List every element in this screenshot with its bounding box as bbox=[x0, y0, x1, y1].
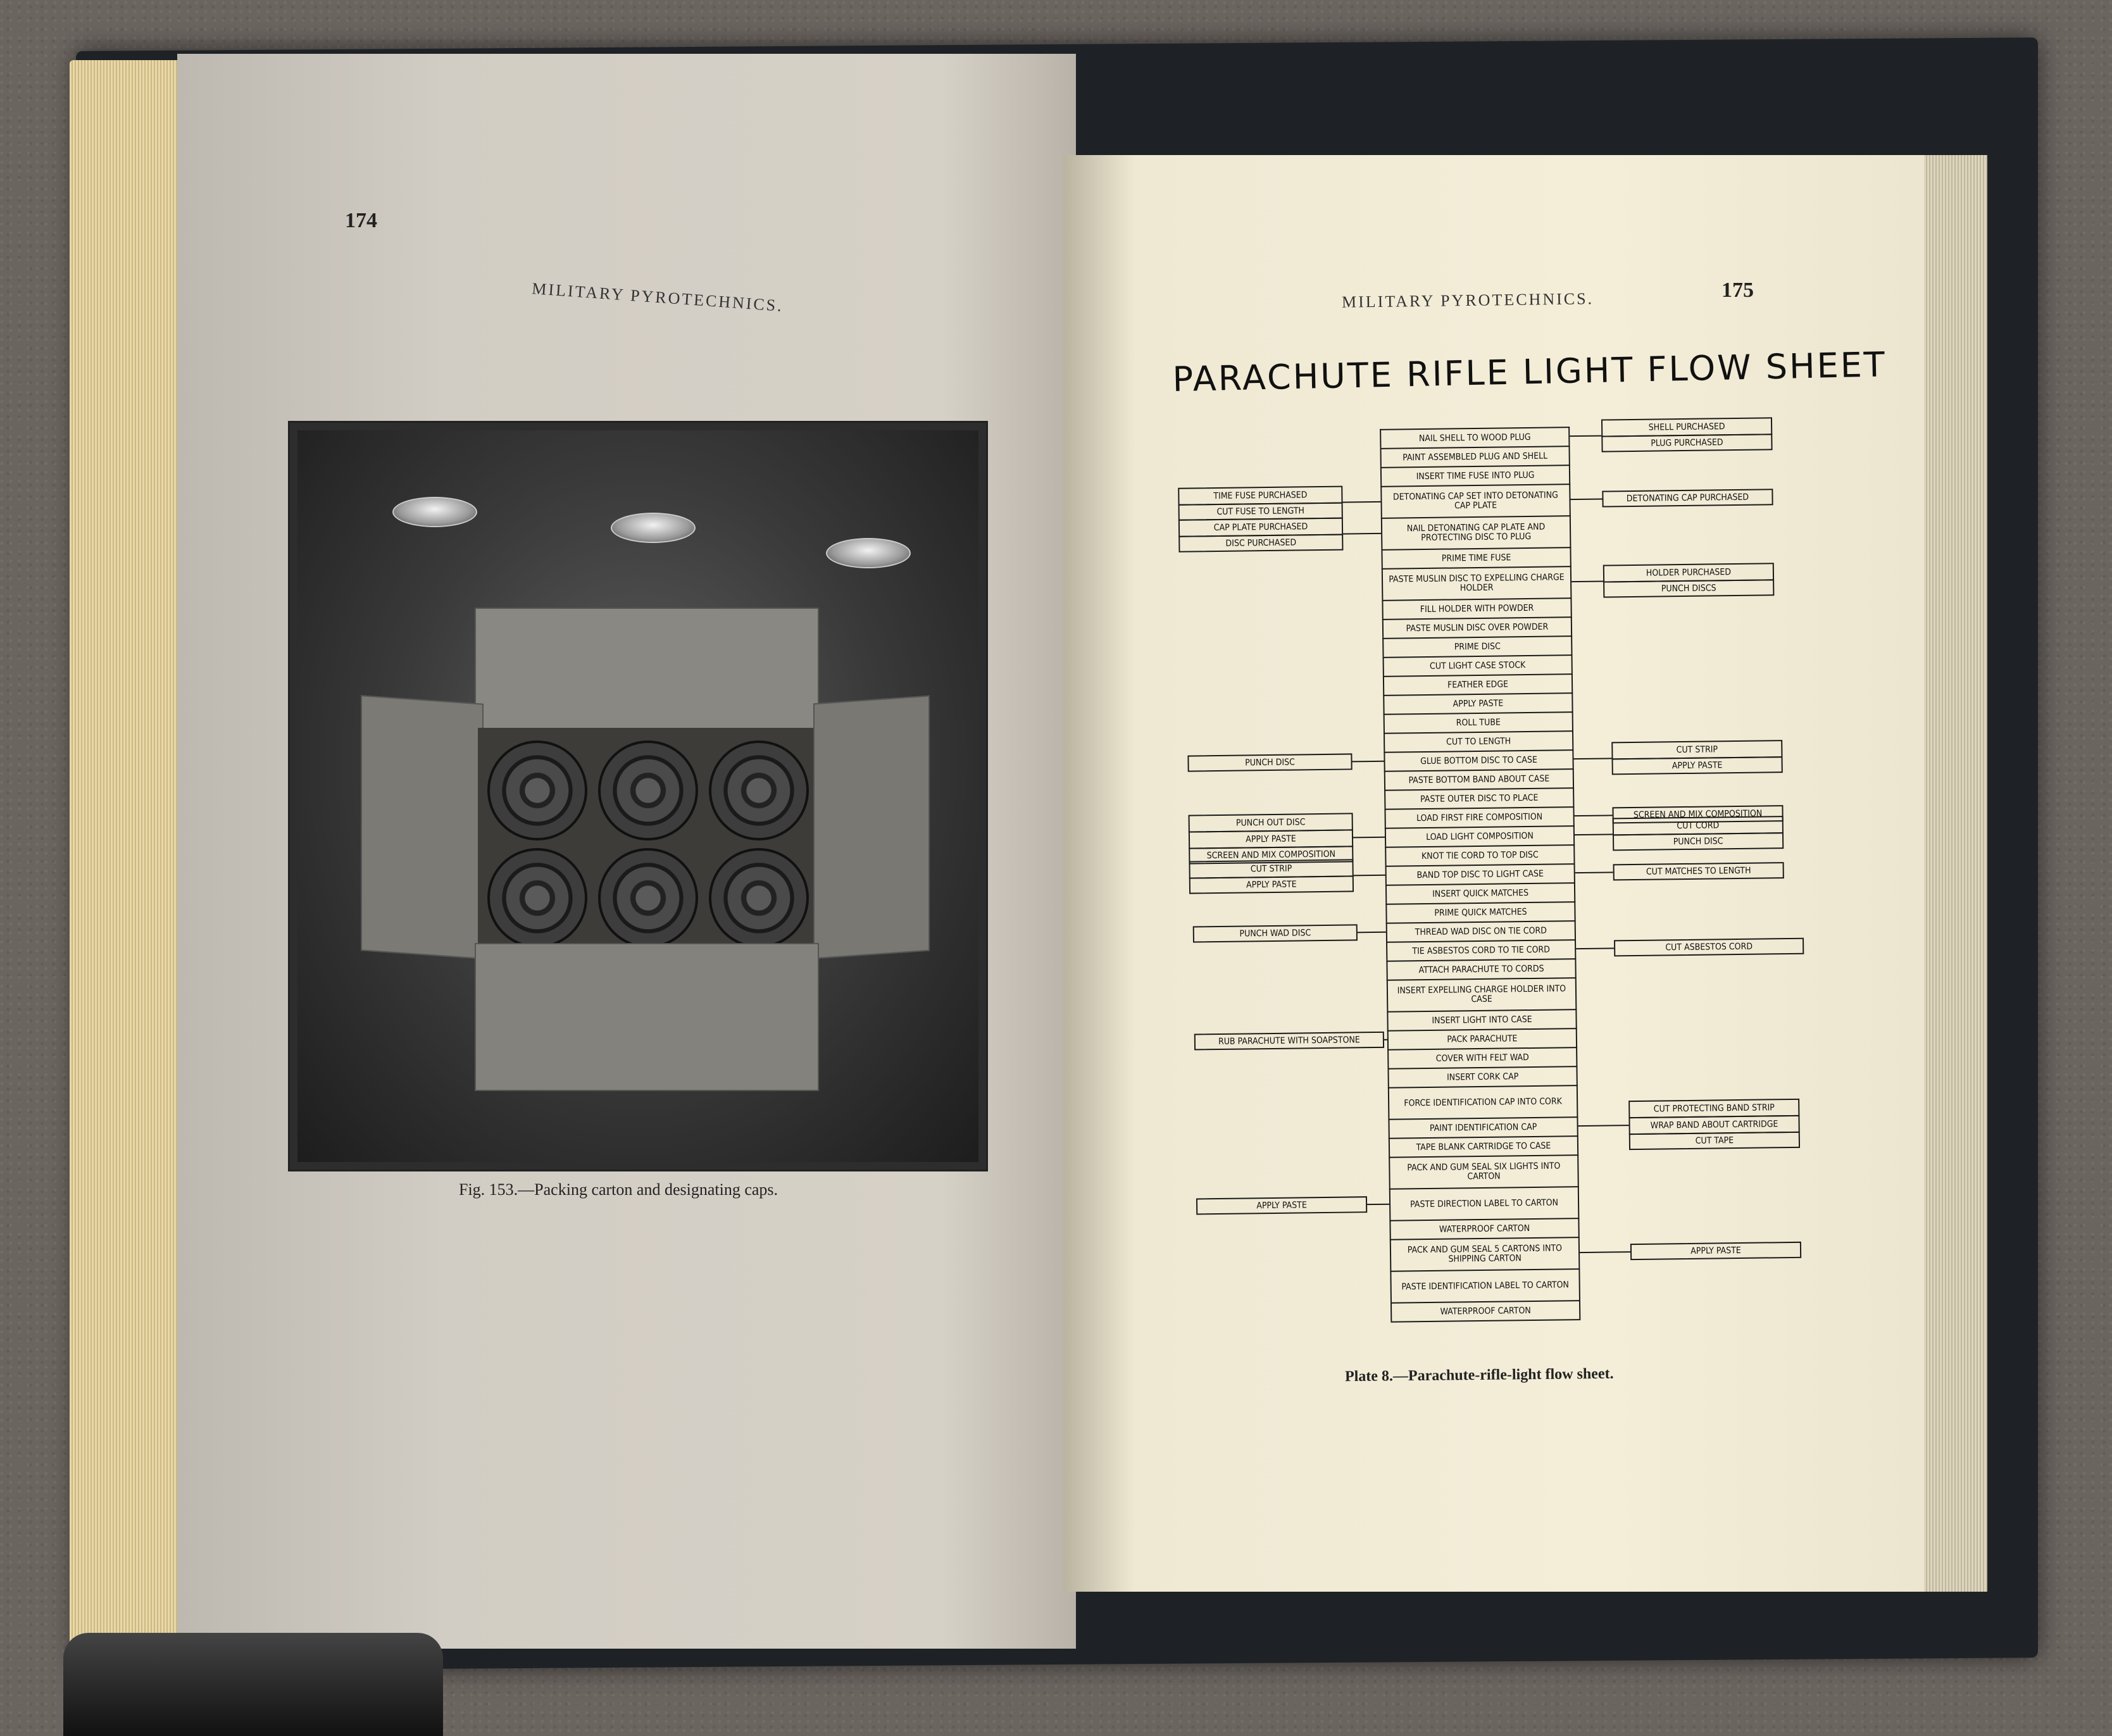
main-step-box: WATERPROOF CARTON bbox=[1390, 1300, 1580, 1321]
input-step-box-left: PUNCH WAD DISC bbox=[1193, 924, 1358, 942]
main-step-box: INSERT CORK CAP bbox=[1387, 1066, 1577, 1087]
connector-line bbox=[1575, 872, 1613, 873]
main-step-box: INSERT QUICK MATCHES bbox=[1385, 882, 1575, 904]
plate-caption: Plate 8.—Parachute-rifle-light flow sheet. bbox=[1344, 1365, 1614, 1385]
input-step-box-right: CUT ASBESTOS CORD bbox=[1614, 938, 1804, 957]
flow-sheet bbox=[1165, 416, 1821, 1361]
main-step-box: TIE ASBESTOS CORD TO TIE CORD bbox=[1386, 939, 1576, 961]
main-step-box: PRIME DISC bbox=[1382, 635, 1572, 657]
main-step-box: LOAD FIRST FIRE COMPOSITION bbox=[1384, 806, 1574, 828]
input-step-box-right: CUT TAPE bbox=[1629, 1132, 1800, 1150]
right-running-head: MILITARY PYROTECHNICS. bbox=[1341, 289, 1594, 311]
main-step-box: PASTE DIRECTION LABEL TO CARTON bbox=[1389, 1186, 1580, 1220]
main-step-box: INSERT EXPELLING CHARGE HOLDER INTO CASE bbox=[1387, 977, 1577, 1011]
main-step-box: FORCE IDENTIFICATION CAP INTO CORK bbox=[1388, 1085, 1578, 1119]
main-step-box: BAND TOP DISC TO LIGHT CASE bbox=[1385, 863, 1575, 885]
designating-cap bbox=[392, 497, 477, 527]
left-page-number: 174 bbox=[345, 209, 377, 232]
connector-line bbox=[1576, 948, 1614, 949]
input-step-box-left: RUB PARACHUTE WITH SOAPSTONE bbox=[1194, 1032, 1384, 1051]
connector-line bbox=[1354, 875, 1385, 876]
input-step-box-left: PUNCH OUT DISC bbox=[1189, 813, 1353, 832]
main-step-box: PACK AND GUM SEAL 5 CARTONS INTO SHIPPING CARTON bbox=[1390, 1237, 1580, 1271]
main-step-box: INSERT LIGHT INTO CASE bbox=[1387, 1009, 1577, 1030]
input-step-box-right: PLUG PURCHASED bbox=[1601, 434, 1772, 452]
light-can bbox=[598, 848, 698, 948]
input-step-box-left: SCREEN AND MIX COMPOSITION bbox=[1189, 846, 1353, 864]
connector-line bbox=[1570, 436, 1601, 437]
main-step-box: PRIME QUICK MATCHES bbox=[1385, 901, 1575, 923]
light-can bbox=[709, 740, 809, 840]
carton-front bbox=[475, 943, 819, 1091]
input-step-box-left: CAP PLATE PURCHASED bbox=[1178, 518, 1343, 537]
main-step-box: NAIL SHELL TO WOOD PLUG bbox=[1380, 427, 1570, 448]
input-step-box-right: CUT STRIP bbox=[1611, 740, 1782, 759]
shoe bbox=[63, 1633, 443, 1736]
connector-line bbox=[1343, 502, 1381, 503]
main-step-box: LOAD LIGHT COMPOSITION bbox=[1385, 825, 1575, 847]
light-can bbox=[709, 848, 809, 948]
input-step-box-left: PUNCH DISC bbox=[1187, 753, 1352, 771]
main-step-box: PACK PARACHUTE bbox=[1387, 1028, 1577, 1049]
input-step-box-right: CUT PROTECTING BAND STRIP bbox=[1628, 1099, 1799, 1118]
main-step-box: PASTE MUSLIN DISC TO EXPELLING CHARGE HOLDER bbox=[1382, 566, 1572, 600]
input-step-box-left: CUT FUSE TO LENGTH bbox=[1178, 503, 1343, 521]
flow-sheet-title: PARACHUTE RIFLE LIGHT FLOW SHEET bbox=[1172, 344, 1887, 399]
main-step-box: PASTE IDENTIFICATION LABEL TO CARTON bbox=[1390, 1268, 1580, 1302]
light-can bbox=[487, 848, 587, 948]
main-step-box: KNOT TIE CORD TO TOP DISC bbox=[1385, 844, 1575, 866]
input-step-box-right: CUT MATCHES TO LENGTH bbox=[1613, 862, 1784, 880]
main-step-box: COVER WITH FELT WAD bbox=[1387, 1047, 1577, 1068]
main-step-box: NAIL DETONATING CAP PLATE AND PROTECTING DISC TO PLUG bbox=[1381, 515, 1572, 549]
input-step-box-right: SCREEN AND MIX COMPOSITION bbox=[1612, 805, 1783, 823]
input-step-box-right: HOLDER PURCHASED bbox=[1603, 563, 1774, 582]
main-step-box: DETONATING CAP SET INTO DETONATING CAP PLATE bbox=[1380, 484, 1571, 518]
input-step-box-right: DETONATING CAP PURCHASED bbox=[1602, 489, 1773, 507]
page-edges-left bbox=[70, 60, 190, 1661]
figure-photo bbox=[288, 421, 988, 1171]
input-step-box-right: PUNCH DISCS bbox=[1603, 579, 1774, 597]
carton-flap-right bbox=[813, 696, 930, 959]
input-step-box-right: PUNCH DISC bbox=[1613, 832, 1784, 851]
input-step-box-left: CUT STRIP bbox=[1189, 859, 1353, 878]
main-step-box: ROLL TUBE bbox=[1384, 711, 1573, 733]
right-page-number: 175 bbox=[1721, 278, 1754, 302]
main-step-box: ATTACH PARACHUTE TO CORDS bbox=[1386, 958, 1576, 980]
input-step-box-right: SHELL PURCHASED bbox=[1601, 417, 1772, 437]
connector-line bbox=[1571, 499, 1603, 500]
main-step-box: PASTE BOTTOM BAND ABOUT CASE bbox=[1384, 768, 1574, 790]
main-step-box: INSERT TIME FUSE INTO PLUG bbox=[1380, 465, 1570, 486]
main-step-box: FEATHER EDGE bbox=[1383, 673, 1573, 695]
connector-line bbox=[1575, 815, 1613, 816]
input-step-box-left: TIME FUSE PURCHASED bbox=[1178, 486, 1342, 506]
connector-line bbox=[1575, 834, 1613, 835]
input-step-box-right: CUT CORD bbox=[1613, 816, 1784, 835]
input-step-box-right: APPLY PASTE bbox=[1630, 1242, 1801, 1260]
input-step-box-right: WRAP BAND ABOUT CARTRIDGE bbox=[1628, 1115, 1799, 1135]
main-step-box: PASTE MUSLIN DISC OVER POWDER bbox=[1382, 616, 1572, 638]
main-step-box: THREAD WAD DISC ON TIE CORD bbox=[1386, 920, 1576, 942]
input-step-box-left: APPLY PASTE bbox=[1189, 829, 1353, 849]
main-step-box: PACK AND GUM SEAL SIX LIGHTS INTO CARTON bbox=[1389, 1154, 1579, 1189]
figure-caption: Fig. 153.—Packing carton and designating caps. bbox=[459, 1180, 778, 1199]
input-step-box-left: APPLY PASTE bbox=[1189, 875, 1354, 894]
main-step-box: PRIME TIME FUSE bbox=[1381, 547, 1571, 568]
connector-line bbox=[1574, 758, 1612, 759]
light-can bbox=[487, 740, 587, 840]
connector-line bbox=[1578, 1125, 1629, 1126]
carton-flap-left bbox=[361, 695, 484, 959]
main-step-box: CUT LIGHT CASE STOCK bbox=[1383, 654, 1573, 676]
main-step-box: PAINT ASSEMBLED PLUG AND SHELL bbox=[1380, 446, 1570, 467]
main-step-box: WATERPROOF CARTON bbox=[1389, 1218, 1579, 1239]
main-step-box: APPLY PASTE bbox=[1383, 692, 1573, 714]
light-can bbox=[598, 740, 698, 840]
page-edges-right bbox=[1924, 155, 1987, 1592]
main-step-box: FILL HOLDER WITH POWDER bbox=[1382, 597, 1572, 619]
main-step-box: TAPE BLANK CARTRIDGE TO CASE bbox=[1389, 1135, 1578, 1157]
main-step-box: GLUE BOTTOM DISC TO CASE bbox=[1384, 749, 1573, 771]
main-step-box: CUT TO LENGTH bbox=[1384, 730, 1573, 752]
connector-line bbox=[1358, 932, 1386, 933]
input-step-box-right: APPLY PASTE bbox=[1612, 756, 1783, 775]
left-running-head: MILITARY PYROTECHNICS. bbox=[531, 279, 784, 315]
main-step-box: PAINT IDENTIFICATION CAP bbox=[1388, 1116, 1578, 1138]
designating-cap bbox=[611, 513, 696, 543]
connector-line bbox=[1353, 837, 1385, 838]
input-step-box-left: APPLY PASTE bbox=[1196, 1196, 1367, 1215]
connector-line bbox=[1353, 761, 1384, 762]
designating-cap bbox=[826, 538, 911, 568]
input-step-box-left: DISC PURCHASED bbox=[1178, 534, 1343, 553]
main-step-box: PASTE OUTER DISC TO PLACE bbox=[1384, 787, 1574, 809]
